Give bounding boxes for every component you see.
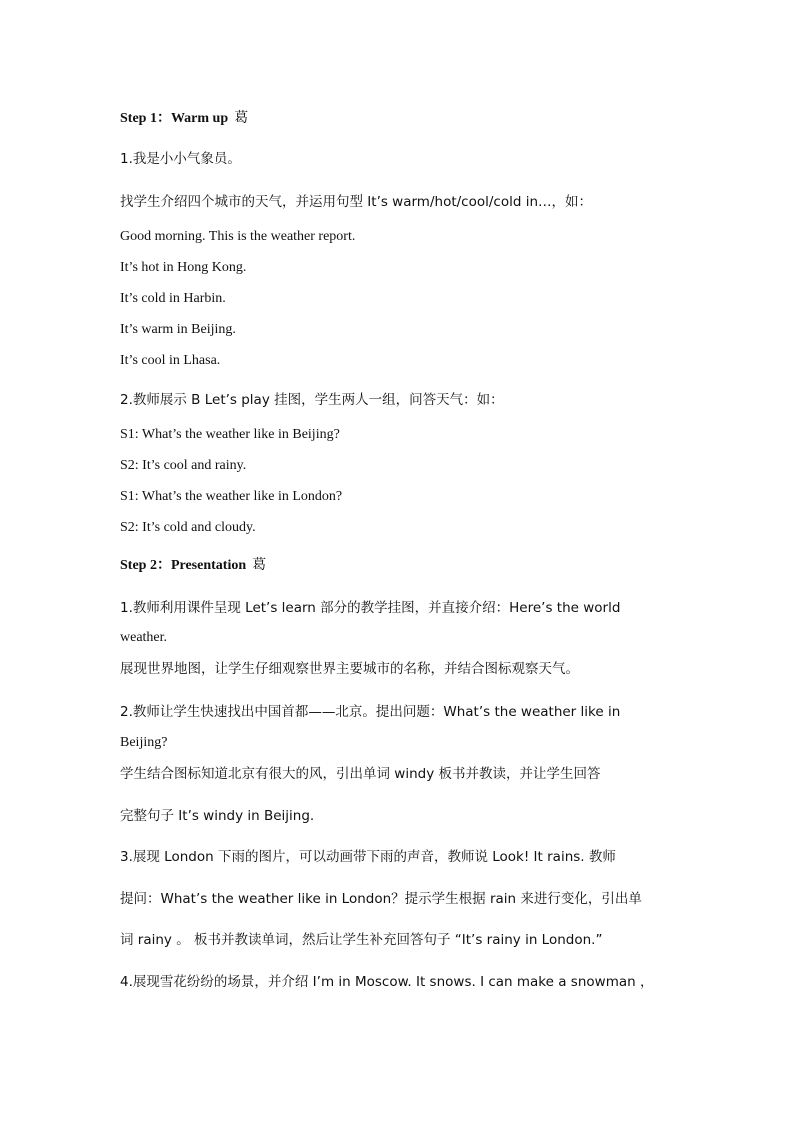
step1-intro: 找学生介绍四个城市的天气，并运用句型 It’s warm/hot/cool/cold in…，如： <box>120 194 593 210</box>
example-line-2: It’s hot in Hong Kong. <box>120 260 247 275</box>
step1-mark: 葛 <box>234 111 249 126</box>
step2-p2-line4: 完整句子 It’s windy in Beijing. <box>120 808 315 824</box>
step2-heading <box>120 557 266 575</box>
dialogue-line-4: S2: It’s cold and cloudy. <box>120 520 256 535</box>
step2-mark: 葛 <box>252 558 267 573</box>
step2-p3-line3: 词 rainy 。 板书并教读单词，然后让学生补充回答句子 “It’s rainy in London.” <box>120 932 603 948</box>
step2-p3-line1: 3.展现 London 下雨的图片，可以动画带下雨的声音，教师说 Look! It rains. 教师 <box>120 849 616 865</box>
step2-p2-line1: 2.教师让学生快速找出中国首都——北京。提出问题：What’s the weather like in <box>120 704 621 720</box>
step1-heading <box>120 110 248 128</box>
dialogue-line-1: S1: What’s the weather like in Beijing? <box>120 427 340 442</box>
step2-p1-line2: weather. <box>120 630 168 645</box>
step1-item2: 2.教师展示 B Let’s play 挂图，学生两人一组，问答天气：如： <box>120 392 504 408</box>
step1-item1: 1.我是小小气象员。 <box>120 151 241 167</box>
dialogue-line-2: S2: It’s cool and rainy. <box>120 458 247 473</box>
step2-p1-line1: 1.教师利用课件呈现 Let’s learn 部分的教学挂图，并直接介绍：Here’s the world <box>120 600 621 616</box>
example-line-3: It’s cold in Harbin. <box>120 291 226 306</box>
step2-title: Step 2：Presentation <box>120 558 247 573</box>
step2-p2-line2: Beijing? <box>120 735 168 750</box>
example-line-4: It’s warm in Beijing. <box>120 322 236 337</box>
step1-title: Step 1：Warm up <box>120 111 229 126</box>
step2-p1-line3: 展现世界地图，让学生仔细观察世界主要城市的名称，并结合图标观察天气。 <box>120 661 579 677</box>
dialogue-line-3: S1: What’s the weather like in London? <box>120 489 343 504</box>
example-line-1: Good morning. This is the weather report. <box>120 229 356 244</box>
step2-p2-line3: 学生结合图标知道北京有很大的风，引出单词 windy 板书并教读，并让学生回答 <box>120 766 601 782</box>
example-line-5: It’s cool in Lhasa. <box>120 353 221 368</box>
step2-p3-line2: 提问：What’s the weather like in London？提示学生根据 rain 来进行变化，引出单 <box>120 891 642 907</box>
step2-p4-line1: 4.展现雪花纷纷的场景，并介绍 I’m in Moscow. It snows. I can make a snowman ， <box>120 974 654 990</box>
